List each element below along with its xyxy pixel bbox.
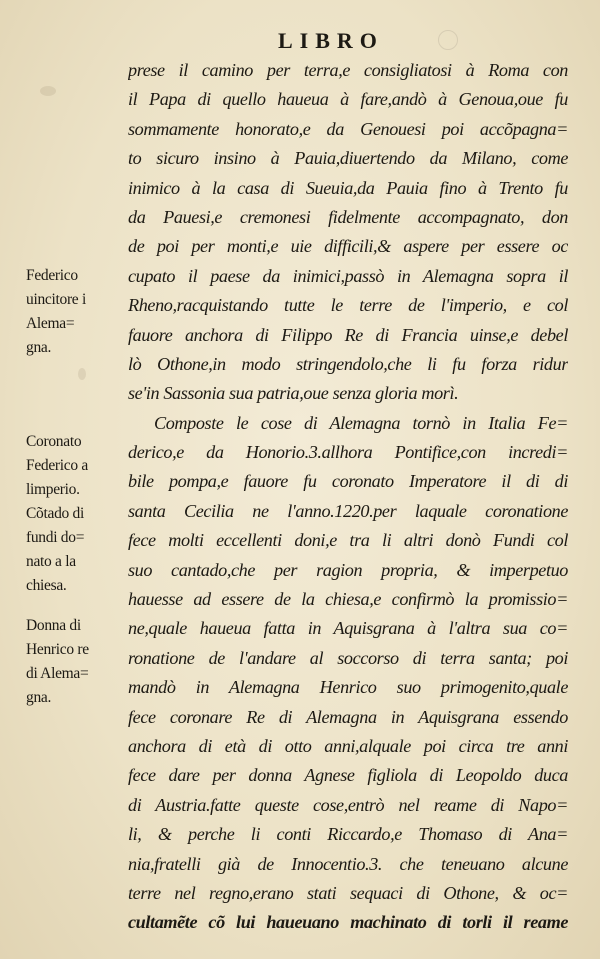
text-line: fece molti eccellenti doni,e tra li altri donò Fundi col [128,530,568,551]
text-line: bile pompa,e fauore fu coronato Imperatore il di di [128,471,568,492]
marginal-line: nato a la [26,553,76,570]
marginal-line: limperio. [26,481,80,498]
text-line: anchora di età di otto anni,alquale poi circa tre anni [128,735,568,756]
text-line: li, & perche li conti Riccardo,e Thomaso di Ana= [128,824,568,845]
text-line: se'in Sassonia sua patria,oue senza gloria morì. [128,383,459,404]
text-line: Composte le cose di Alemagna tornò in Italia Fe= [154,412,568,433]
text-line: fece coronare Re di Alemagna in Aquisgrana essendo [128,706,568,727]
marginal-line: gna. [26,689,52,706]
text-line: hauesse ad essere de la chiesa,e confirmò la promissio= [128,589,568,610]
text-line: derico,e da Honorio.3.allhora Pontifice,con incredi= [128,442,568,463]
text-line: cultamẽte cõ lui haueuano machinato di torli il reame [128,912,568,933]
marginal-line: Federico a [26,457,88,474]
marginal-line: di Alema= [26,665,89,682]
marginal-line: Coronato [26,433,82,450]
text-line: nia,fratelli già de Innocentio.3. che teneuano alcune [128,853,568,874]
marginal-note-henrico-wife [26,614,126,710]
text-line: fauore anchora di Filippo Re di Francia uinse,e debel [128,324,568,345]
text-line: ronatione de l'andare al soccorso di terra santa; poi [128,647,568,668]
text-line: lò Othone,in modo stringendolo,che li fu forza ridur [128,353,568,374]
marginal-line: chiesa. [26,577,67,594]
text-line: santa Cecilia ne l'anno.1220.per laquale coronatione [128,500,568,521]
marginal-line: Henrico re [26,641,89,658]
text-line: mandò in Alemagna Henrico suo primogenito,quale [128,677,568,698]
marginal-note-coronation [26,430,126,598]
marginal-line: Cõtado di [26,505,85,522]
text-line: de poi per monti,e uie difficili,& aspere per essere oc [128,236,568,257]
body-text [128,56,568,938]
ink-smudge [78,368,86,380]
text-line: cupato il paese da inimici,passò in Alemagna sopra il [128,265,568,286]
text-line: Rheno,racquistando tutte le terre de l'imperio, e col [128,295,568,316]
text-line: inimico à la casa di Sueuia,da Pauia fino à Trento fu [128,177,568,198]
text-line: prese il camino per terra,e consigliatosi à Roma con [128,60,568,80]
text-line: ne,quale haueua fatta in Aquisgrana à l'altra sua co= [128,618,568,639]
marginal-line: gna. [26,339,52,356]
text-line: suo cantado,che per ragion propria, & imperpetuo [128,559,568,580]
marginal-line: uincitore i [26,291,86,308]
marginal-line: Alema= [26,315,75,332]
text-line: fece dare per donna Agnese figliola di Leopoldo duca [128,765,568,786]
text-line: di Austria.fatte queste cose,entrò nel reame di Napo= [128,794,568,815]
text-line: da Pauesi,e cremonesi fidelmente accompagnato, don [128,206,568,227]
marginal-line: fundi do= [26,529,85,546]
text-line: sommamente honorato,e da Genouesi poi accõpagna= [128,118,568,139]
text-line: terre nel regno,erano stati sequaci di Othone, & oc= [128,882,568,903]
text-line: il Papa di quello haueua à fare,andò à Genoua,oue fu [128,89,568,110]
page-stain [438,30,458,50]
marginal-line: Federico [26,267,78,284]
marginal-line: Donna di [26,617,81,634]
marginal-note-federico-victor [26,264,126,360]
text-line: to sicuro insino à Pauia,diuertendo da Milano, come [128,148,568,169]
running-head: LIBRO [278,28,384,53]
ink-smudge [40,86,56,96]
